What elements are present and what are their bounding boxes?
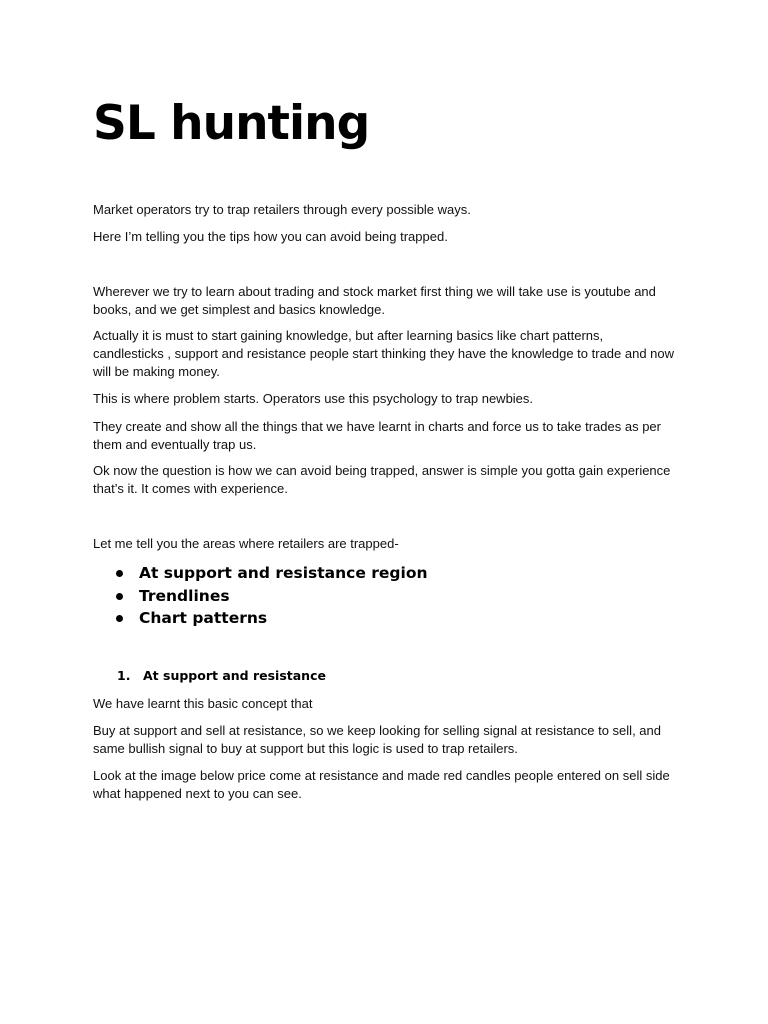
section-1-paragraph-2: Buy at support and sell at resistance, so we keep looking for selling signal at resistance to sell, and same bullish signal to buy at support but this logic is used to trap retailers.: [93, 723, 661, 756]
body-paragraph-2: Actually it is must to start gaining knowledge, but after learning basics like chart patterns, candlesticks , support and resistance people start thinking they have the knowledge to trade and now will be making money.: [93, 328, 675, 379]
trap-areas-list: [93, 562, 677, 630]
section-1-number: 1.: [117, 668, 131, 683]
intro-paragraph-1: Market operators try to trap retailers through every possible ways.: [93, 202, 471, 217]
list-item: [93, 607, 677, 630]
body-paragraph-1: Wherever we try to learn about trading and stock market first thing we will take use is youtube and books, and we get simplest and basics knowledge.: [93, 284, 656, 317]
bullet-icon: [116, 593, 123, 600]
bullet-icon: [116, 570, 123, 577]
body-paragraph-3: This is where problem starts. Operators use this psychology to trap newbies.: [93, 391, 534, 406]
list-item-label: At support and resistance region: [139, 564, 428, 582]
section-1-paragraph-3: Look at the image below price come at resistance and made red candles people entered on sell side what happened next to you can see.: [93, 768, 670, 801]
section-1-heading: [93, 667, 677, 685]
bullet-icon: [116, 615, 123, 622]
section-1-title: At support and resistance: [143, 668, 326, 683]
list-item-label: Chart patterns: [139, 609, 268, 627]
body-paragraph-4: They create and show all the things that we have learnt in charts and force us to take trades as per them and eventually trap us.: [93, 419, 661, 452]
areas-intro-paragraph: Let me tell you the areas where retailers are trapped-: [93, 536, 399, 551]
section-1-paragraph-1: We have learnt this basic concept that: [93, 696, 313, 711]
list-item: [93, 585, 677, 608]
list-item: [93, 562, 677, 585]
document-title: SL hunting: [93, 96, 370, 151]
intro-paragraph-2: Here I’m telling you the tips how you can avoid being trapped.: [93, 229, 448, 244]
body-paragraph-5: Ok now the question is how we can avoid being trapped, answer is simple you gotta gain experience that’s it. It comes with experience.: [93, 463, 671, 496]
list-item-label: Trendlines: [139, 586, 230, 605]
